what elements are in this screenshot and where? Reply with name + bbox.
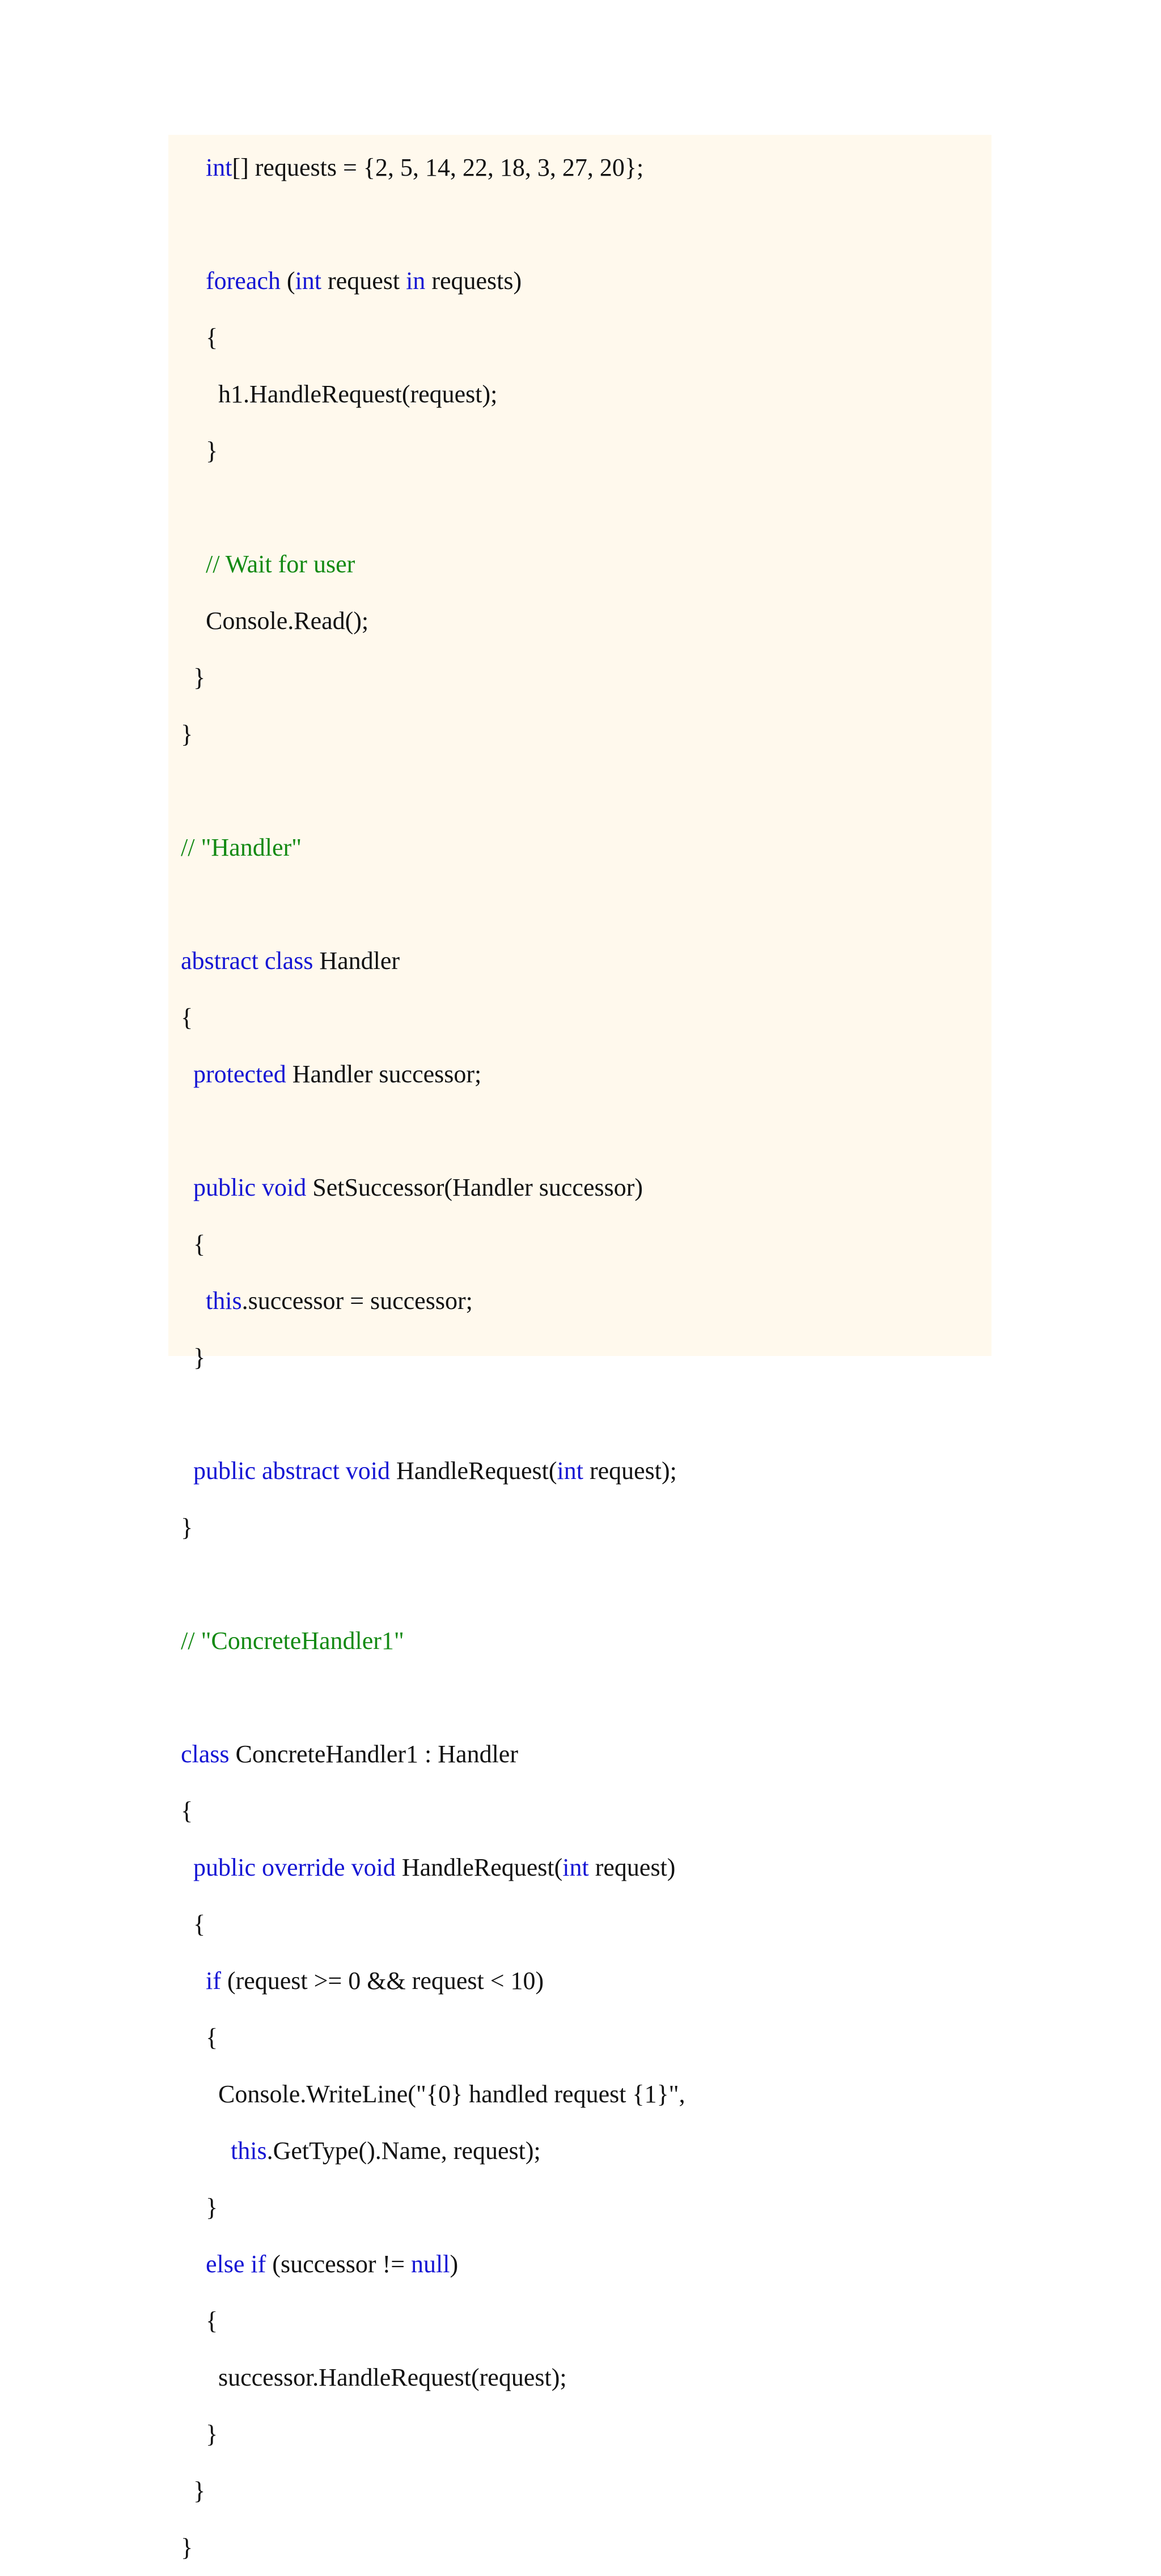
code-text: Console.Read(); [206, 607, 369, 635]
code-text: HandleRequest( [395, 1854, 563, 1881]
code-line [168, 1499, 991, 1556]
code-text: Console.WriteLine("{0} handled request {1}", [218, 2080, 685, 2108]
code-line [168, 309, 991, 366]
code-line [168, 423, 991, 479]
code-text: } [193, 664, 206, 691]
code-comment: // "ConcreteHandler1" [181, 1627, 404, 1655]
code-line [168, 1953, 991, 2009]
code-text: ) [450, 2250, 459, 2278]
code-text: { [206, 2024, 218, 2051]
code-keyword: null [411, 2250, 450, 2278]
code-text [340, 1457, 346, 1485]
code-line [168, 763, 991, 819]
code-line [168, 1839, 991, 1896]
code-keyword: int [562, 1854, 589, 1881]
code-text: { [206, 324, 218, 351]
code-line [168, 139, 991, 196]
code-line [168, 2406, 991, 2463]
code-text: SetSuccessor(Handler successor) [306, 1174, 643, 1201]
code-keyword: override [261, 1854, 345, 1881]
code-line [168, 2179, 991, 2236]
code-line [168, 196, 991, 253]
code-text: ( [280, 267, 295, 295]
code-text: } [206, 437, 218, 465]
code-line [168, 706, 991, 763]
code-line [168, 1273, 991, 1329]
code-text: } [181, 2534, 193, 2561]
code-keyword: protected [193, 1060, 286, 1088]
code-text: .successor = successor; [241, 1287, 473, 1315]
code-line [168, 1613, 991, 1669]
code-line [168, 366, 991, 423]
code-line [168, 1443, 991, 1499]
code-text: (successor != [266, 2250, 412, 2278]
code-keyword: in [406, 267, 426, 295]
code-keyword: if [251, 2250, 266, 2278]
code-line [168, 1669, 991, 1726]
code-keyword: if [206, 1967, 221, 1995]
code-keyword: abstract [261, 1457, 340, 1485]
code-keyword: this [231, 2137, 267, 2165]
code-line [168, 479, 991, 536]
code-text: request); [583, 1457, 677, 1485]
code-comment: // Wait for user [206, 550, 355, 578]
code-line [168, 933, 991, 989]
code-text: ConcreteHandler1 : Handler [229, 1740, 518, 1768]
code-line [168, 819, 991, 876]
code-keyword: public [193, 1854, 256, 1881]
code-line [168, 536, 991, 593]
code-text: } [193, 1344, 206, 1371]
code-line [168, 1103, 991, 1159]
code-text [256, 1854, 262, 1881]
code-line [168, 253, 991, 309]
code-line [168, 2066, 991, 2123]
code-line [168, 2463, 991, 2519]
code-text: } [206, 2194, 218, 2221]
code-text: [] requests = {2, 5, 14, 22, 18, 3, 27, 20}; [232, 154, 644, 181]
code-line [168, 1386, 991, 1443]
code-keyword: int [295, 267, 322, 295]
code-text: requests) [425, 267, 522, 295]
code-text: request [321, 267, 406, 295]
code-keyword: public [193, 1457, 256, 1485]
code-comment: // "Handler" [181, 834, 302, 861]
code-line [168, 2349, 991, 2406]
code-keyword: int [557, 1457, 583, 1485]
code-text: Handler [313, 947, 400, 975]
code-line [168, 1159, 991, 1216]
code-keyword: void [351, 1854, 396, 1881]
code-line [168, 876, 991, 933]
code-keyword: void [345, 1457, 391, 1485]
code-text: HandleRequest( [390, 1457, 557, 1485]
code-line [168, 2009, 991, 2066]
code-text: request) [588, 1854, 676, 1881]
code-text [259, 947, 265, 975]
code-keyword: foreach [206, 267, 281, 295]
code-line [168, 1046, 991, 1103]
code-text: { [193, 1230, 206, 1258]
code-line [168, 649, 991, 706]
code-text: Handler successor; [286, 1060, 482, 1088]
code-line [168, 2236, 991, 2293]
code-line [168, 1726, 991, 1783]
code-text: } [181, 720, 193, 748]
code-text: { [193, 1910, 206, 1938]
code-keyword: public [193, 1174, 256, 1201]
code-text: .GetType().Name, request); [266, 2137, 541, 2165]
code-text [256, 1174, 262, 1201]
code-keyword: else [206, 2250, 245, 2278]
code-line [168, 2123, 991, 2179]
code-text: successor.HandleRequest(request); [218, 2364, 567, 2391]
code-line [168, 1216, 991, 1273]
code-keyword: this [206, 1287, 242, 1315]
code-text: { [206, 2307, 218, 2335]
code-line [168, 593, 991, 649]
code-line [168, 2293, 991, 2349]
code-keyword: void [261, 1174, 307, 1201]
code-text: { [181, 1004, 193, 1031]
code-line [168, 1556, 991, 1613]
code-keyword: class [181, 1740, 230, 1768]
code-text: } [181, 1514, 193, 1541]
code-line [168, 1329, 991, 1386]
code-text [256, 1457, 262, 1485]
code-text: { [181, 1797, 193, 1825]
code-line [168, 1896, 991, 1953]
code-line [168, 1783, 991, 1839]
code-keyword: abstract [181, 947, 259, 975]
code-keyword: class [264, 947, 313, 975]
code-text: (request >= 0 && request < 10) [221, 1967, 544, 1995]
code-text [244, 2250, 251, 2278]
code-line [168, 2519, 991, 2576]
code-text: } [193, 2477, 206, 2505]
code-text [345, 1854, 351, 1881]
code-text: h1.HandleRequest(request); [218, 380, 498, 408]
code-text: } [206, 2420, 218, 2448]
code-keyword: int [206, 154, 232, 181]
code-line [168, 989, 991, 1046]
code-block [168, 135, 991, 2561]
